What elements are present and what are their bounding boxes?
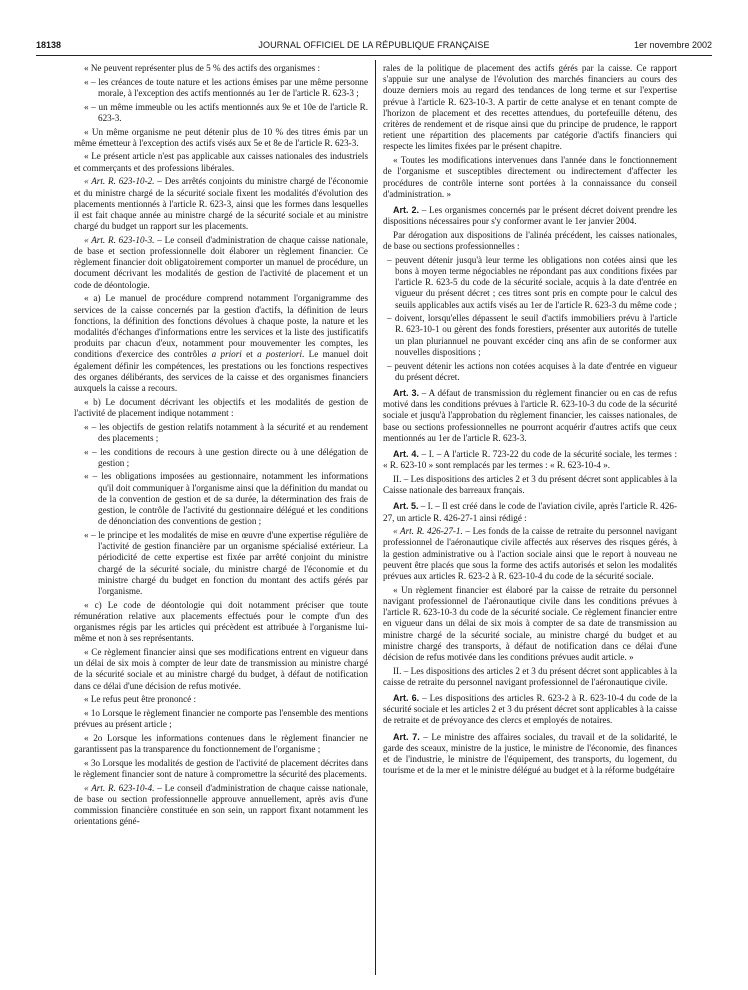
paragraph: II. – Les dispositions des articles 2 et 3 du présent décret sont applicables à la caisse de retraite du personnel navigant professionnel de l'aéronautique civile.: [383, 665, 677, 687]
article-6: [383, 693, 677, 727]
article-number: Art. 6.: [393, 693, 420, 704]
article-text: – A défaut de transmission du règlement financier ou en cas de refus motivé dans les conditions prévues à l'article R. 623-10-3 du code de la sécurité sociale et jusqu'à l'approbation du règlement financier, les caisses nationales, de base ou sections professionnelles ne pourront acquérir d'autres actifs que ceux mentionnés au 1er de l'article R. 623-3.: [383, 387, 677, 443]
list-item: « – les conditions de recours à une gestion directe ou à une délégation de gestion ;: [84, 446, 368, 468]
paragraph: Par dérogation aux dispositions de l'alinéa précédent, les caisses nationales, de base ou sections professionnelles :: [383, 229, 677, 252]
article-paragraph: [74, 235, 368, 291]
article-5: [383, 501, 677, 523]
page-number: 18138: [36, 40, 62, 50]
article-number: Art. 7.: [393, 731, 420, 742]
article-number: Art. 3.: [393, 387, 419, 398]
article-paragraph: [74, 176, 368, 232]
issue-date: 1er novembre 2002: [633, 40, 712, 50]
paragraph: « Un même organisme ne peut détenir plus de 10 % des titres émis par un même émetteur à l'exception des actifs visés aux 5e et 8e de l'article R. 623-3.: [74, 126, 368, 148]
paragraph: [74, 293, 368, 394]
paragraph: « c) Le code de déontologie qui doit notamment préciser que toute rémunération relative aux placements effectués pour le compte d'un des organismes régis par les articles qui précèdent est attribuée à l'organisme lui-même et non à ses représentants.: [74, 599, 368, 644]
article-4: [383, 449, 677, 471]
article-reference: « Art. R. 623-10-3.: [84, 234, 155, 245]
paragraph: « Toutes les modifications intervenues dans l'année dans le fonctionnement de l'organisme et susceptibles directement ou indirectement d'affecter les procédures de contrôle interne sont portées à la connaissance du conseil d'administration. »: [383, 155, 677, 199]
page-header: [36, 40, 712, 56]
list-item: « – les créances de toute nature et les actions émises par une même personne morale, à l'exception des actifs mentionnés au 1er de l'article R. 623-3 ;: [84, 76, 368, 98]
paragraph-text: et: [241, 349, 258, 360]
article-reference: « Art. R. 426-27-1.: [393, 526, 463, 537]
article-reference: « Art. R. 623-10-4.: [84, 782, 155, 793]
article-text: – Les fonds de la caisse de retraite du personnel navigant professionnel de l'aéronautique civile affectés aux réserves des risques gérés, à la gestion administrative ou à l'action sociale ainsi que le report à nouveau ne peuvent être placés que sous la forme des actifs autorisés et selon les modalités prévues aux articles R. 623-2 à R. 623-10-4 du code de la sécurité sociale.: [383, 526, 677, 582]
article-number: Art. 2.: [393, 204, 419, 215]
article-number: Art. 5.: [393, 501, 419, 512]
article-text: – I. – Il est créé dans le code de l'aviation civile, après l'article R. 426-27, un article R. 426-27-1 ainsi rédigé :: [383, 501, 677, 523]
article-text: – Le ministre des affaires sociales, du travail et de la solidarité, le garde des sceaux, ministre de la justice, le ministre de l'économie, des finances et de l'industrie, le ministre de l'équipement, des transports, du logement, du tourisme et de la mer et le ministre délégué au budget et à la réforme budgétaire: [383, 731, 677, 776]
article-text: – Les dispositions des articles R. 623-2 à R. 623-10-4 du code de la sécurité sociale et les articles 2 et 3 du présent décret sont applicables à la caisse de retraite et de prévoyance des clercs et employés de notaires.: [383, 693, 677, 726]
list-item: « – les obligations imposées au gestionnaire, notamment les informations qu'il doit communiquer à l'organisme ainsi que la définition du mandat ou de la convention de gestion et de sa durée, la détermination des frais de gestion, le contrôle de l'activité du gestionnaire délégué et les conditions de dénonciation des conventions de gestion ;: [84, 471, 368, 527]
paragraph: « Un règlement financier est élaboré par la caisse de retraite du personnel navigant professionnel de l'aéronautique civile dans les conditions prévues à l'article R. 623-10-3 du code de la sécurité sociale. Ce règlement financier entre en vigueur dans un délai de six mois à compter de sa date de transmission au ministre chargé de la sécurité sociale, au ministre chargé du budget et au ministre chargé des transports, à défaut de notification dans ce délai d'une décision de refus motivée dans les conditions prévues audit article. »: [383, 584, 677, 662]
article-text: – Les organismes concernés par le présent décret doivent prendre les dispositions nécessaires pour s'y conformer avant le 1er janvier 2004.: [383, 204, 677, 227]
list-item: « – le principe et les modalités de mise en œuvre d'une expertise régulière de l'activité de gestion financière par un organisme spécialisé extérieur. La périodicité de cette expertise est fixée par arrêté conjoint du ministre chargé de la sécurité sociale, du ministre chargé de l'économie et du ministre chargé du budget en fonction du montant des actifs gérés par l'organisme.: [84, 529, 368, 596]
article-text: – I. – A l'article R. 723-22 du code de la sécurité sociale, les termes : « R. 623-10 » sont remplacés par les termes : « R. 623-10-4 ».: [383, 449, 677, 471]
paragraph: « Le refus peut être prononcé :: [84, 694, 196, 705]
paragraph: « 2o Lorsque les informations contenues dans le règlement financier ne garantissent pas la transparence du fonctionnement de l'organisme ;: [74, 732, 368, 755]
paragraph: « Ne peuvent représenter plus de 5 % des actifs des organismes :: [84, 63, 320, 73]
column-divider: [375, 60, 376, 975]
list-item: « – les objectifs de gestion relatifs notamment à la sécurité et au rendement des placements ;: [84, 421, 368, 443]
article-paragraph: [383, 526, 677, 582]
list-item: – peuvent détenir les actions non cotées acquises à la date d'entrée en vigueur du présent décret.: [387, 360, 677, 382]
paragraph: « Le présent article n'est pas applicable aux caisses nationales des industriels et commerçants et des professions libérales.: [74, 151, 368, 173]
paragraph: II. – Les dispositions des articles 2 et 3 du présent décret sont applicables à la Caisse nationale des barreaux français.: [383, 473, 677, 496]
article-reference: « Art. R. 623-10-2.: [84, 176, 155, 187]
left-column: [74, 63, 368, 978]
article-paragraph: [74, 783, 368, 828]
paragraph: « Ce règlement financier ainsi que ses modifications entrent en vigueur dans un délai de six mois à compter de leur date de transmission au ministre chargé de la sécurité sociale et au ministre chargé du budget, à défaut de notification dans ce délai d'une décision de refus motivée.: [74, 646, 368, 691]
article-2: [383, 205, 677, 227]
paragraph: « b) Le document décrivant les objectifs et les modalités de gestion de l'activité de placement indique notamment :: [74, 396, 368, 418]
article-text: – Le conseil d'administration de chaque caisse nationale, de base ou section professionnelle approuve annuellement, après avis d'une commission financière constituée en son sein, un rapport fixant notamment les orientations géné-: [74, 782, 368, 827]
paragraph-text: « a) Le manuel de procédure comprend notamment l'organigramme des services de la caisse concernés par la gestion d'actifs, la définition de leurs fonctions, la définition des fonctions dévolues à chaque poste, la nature et les modalités d'échanges d'informations entre les services et la liste des justificatifs produits par chacun d'eux, notamment pour mouvementer les comptes, les conditions d'exercice des contrôles: [74, 293, 368, 360]
paragraph: « 3o Lorsque les modalités de gestion de l'activité de placement décrites dans le règlement financier sont de nature à compromettre la sécurité des placements.: [74, 757, 368, 779]
article-7: [383, 732, 677, 777]
right-column: [383, 63, 677, 978]
article-text: – Le conseil d'administration de chaque caisse nationale, de base et section professionnelle doit élaborer un règlement financier. Ce règlement financier doit obligatoirement comporter un manuel de procédure, un document décrivant les modalités de gestion de l'activité de placement et un code de déontologie.: [74, 234, 368, 290]
paragraph-text: . Le manuel doit également définir les compétences, les prestations ou les fonctions respectives des organes délibérants, des services de la caisse et des organismes financiers auxquels la caisse a recours.: [74, 349, 368, 393]
article-number: Art. 4.: [393, 449, 419, 459]
emphasis: a posteriori: [257, 349, 302, 360]
paragraph: « 1o Lorsque le règlement financier ne comporte pas l'ensemble des mentions prévues au présent article ;: [74, 707, 368, 730]
article-text: – Des arrêtés conjoints du ministre chargé de l'économie et du ministre chargé de la sécurité sociale fixent les modalités d'évolution des placements mentionnés à l'article R. 623-3, ainsi que les formes dans lesquelles il est fait chaque année au ministre chargé de la sécurité sociale et au ministre chargé du budget un rapport sur les placements.: [74, 176, 368, 232]
paragraph: rales de la politique de placement des actifs gérés par la caisse. Ce rapport s'appuie sur une analyse de l'évolution des marchés financiers au cours des douze derniers mois au regard des tendances de long terme et sur l'expertise prévue à l'article R. 623-10-3. A partir de cette analyse et en tenant compte de l'horizon de placement et des recettes attendues, du portefeuille détenu, des critères de rendement et de risque ainsi que du principe de prudence, le rapport retient une répartition des placements par catégorie d'actifs financiers qui respecte les limites fixées par le présent chapitre.: [383, 63, 677, 152]
article-3: [383, 388, 677, 444]
emphasis: a priori: [211, 349, 242, 360]
journal-title: JOURNAL OFFICIEL DE LA RÉPUBLIQUE FRANÇAISE: [258, 40, 490, 50]
header-rule: [36, 55, 712, 56]
list-item: « – un même immeuble ou les actifs mentionnés aux 9e et 10e de l'article R. 623-3.: [84, 101, 368, 123]
list-item: – peuvent détenir jusqu'à leur terme les obligations non cotées ainsi que les bons à moyen terme négociables ne répondant pas aux conditions fixées par l'article R. 623-5 du code de la sécurité sociale, acquis à la date d'entrée en vigueur du présent décret ; ces titres sont pris en compte pour le calcul des seuils applicables aux actifs visés au 1er de l'article R. 623-3 du même code ;: [387, 254, 677, 310]
list-item: – doivent, lorsqu'elles dépassent le seuil d'actifs immobiliers prévu à l'article R. 623-10-1 ou gèrent des fonds forestiers, présenter aux autorités de tutelle un plan pluriannuel ne pouvant excéder cinq ans afin de se conformer aux nouvelles dispositions ;: [387, 313, 677, 357]
